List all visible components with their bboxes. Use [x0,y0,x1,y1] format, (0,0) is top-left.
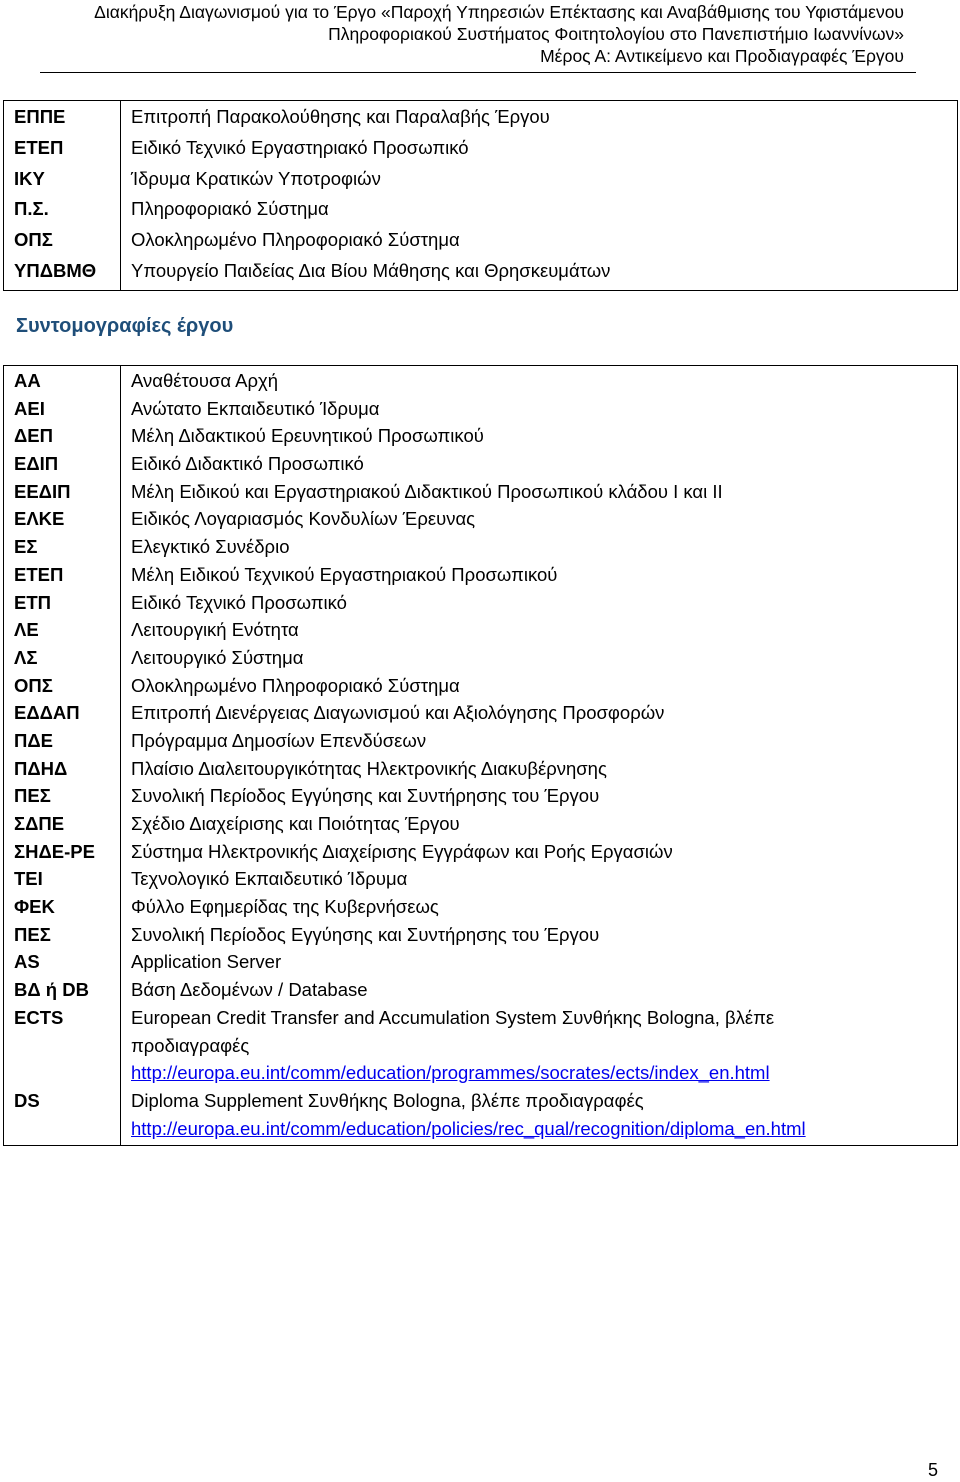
abbreviation-description: Ειδικό Τεχνικό Προσωπικό [131,591,347,613]
abbreviation-code: ΑΑ [14,370,41,391]
abbreviation-code: ΕΣ [14,536,38,558]
abbreviation-code: ΠΕΣ [14,785,51,807]
abbreviation-description: Ίδρυμα Κρατικών Υποτροφιών [131,167,381,189]
abbreviation-code: ΕΔΙΠ [14,453,59,475]
abbreviation-code: ΕΤΕΠ [14,563,64,585]
abbreviation-description: Συνολική Περίοδος Εγγύησης και Συντήρησης του Έργου [131,785,600,807]
abbreviation-code: ΙΚΥ [14,167,45,189]
code-column [4,366,121,1146]
abbreviation-description: Μέλη Διδακτικού Ερευνητικού Προσωπικού [131,425,484,447]
abbreviation-description: προδιαγραφές [131,1034,250,1056]
abbreviation-description: Ολοκληρωμένο Πληροφοριακό Σύστημα [131,229,460,251]
page-number: 5 [927,1460,938,1480]
abbreviation-code: ΛΣ [14,646,38,668]
abbreviation-description: Ειδικός Λογαριασμός Κονδυλίων Έρευνας [131,508,476,530]
table-row [4,101,958,291]
abbreviation-code: ΕΔΔΑΠ [14,702,80,724]
general-abbreviations-table [3,100,958,291]
abbreviation-code: ΑΕΙ [14,397,45,419]
abbreviation-description: Μέλη Ειδικού Τεχνικού Εργαστηριακού Προσωπικού [131,563,558,585]
abbreviation-description: Λειτουργικό Σύστημα [131,646,304,668]
diploma-supplement-link[interactable]: http://europa.eu.int/comm/education/policies/rec_qual/recognition/diploma_en.html [131,1117,806,1139]
abbreviation-code: ΦΕΚ [14,896,55,918]
abbreviation-code: ΕΤΠ [14,591,51,613]
abbreviation-code: ΕΠΠΕ [14,106,66,127]
abbreviation-description: Ειδικό Διδακτικό Προσωπικό [131,453,364,475]
abbreviation-code: ΣΔΠΕ [14,813,65,834]
abbreviation-code: ΕΛΚΕ [14,508,65,530]
abbreviation-description: Ανώτατο Εκπαιδευτικό Ίδρυμα [131,397,380,419]
table-row [4,366,958,1146]
abbreviation-code: ΕΕΔΙΠ [14,480,71,502]
abbreviation-description: Αναθέτουσα Αρχή [131,370,279,391]
abbreviation-code: ΛΕ [14,619,39,641]
section-title: Συντομογραφίες έργου [16,315,234,337]
abbreviation-description: Τεχνολογικό Εκπαιδευτικό Ίδρυμα [131,868,408,890]
header-line-2: Πληροφοριακού Συστήματος Φοιτητολογίου στο Πανεπιστήμιο Ιωαννίνων» [328,24,904,44]
abbreviation-description: Σχέδιο Διαχείρισης και Ποιότητας Έργου [131,813,460,834]
abbreviation-code: ΠΔΕ [14,729,53,751]
abbreviation-description: Πληροφοριακό Σύστημα [131,198,329,220]
abbreviation-description: Συνολική Περίοδος Εγγύησης και Συντήρησης του Έργου [131,923,600,945]
abbreviation-description: Ολοκληρωμένο Πληροφοριακό Σύστημα [131,674,460,696]
abbreviation-code: ΟΠΣ [14,674,53,696]
document-header [24,0,904,67]
description-column [121,101,958,291]
ects-link[interactable]: http://europa.eu.int/comm/education/programmes/socrates/ects/index_en.html [131,1062,770,1084]
abbreviation-description: Επιτροπή Διενέργειας Διαγωνισμού και Αξιολόγησης Προσφορών [131,702,665,724]
abbreviation-code: ΟΠΣ [14,229,53,251]
abbreviation-code: ΥΠΔΒΜΘ [14,259,97,281]
abbreviation-code: ΠΔΗΔ [14,757,68,779]
abbreviation-code: DS [14,1089,40,1111]
abbreviation-code: ΣΗΔΕ-ΡΕ [14,840,95,862]
abbreviation-description: Υπουργείο Παιδείας Δια Βίου Μάθησης και Θρησκευμάτων [131,259,611,281]
abbreviation-description: Πλαίσιο Διαλειτουργικότητας Ηλεκτρονικής Διακυβέρνησης [131,757,607,779]
blank-line [14,1032,120,1060]
abbreviation-description: Diploma Supplement Συνθήκης Bologna, βλέπε προδιαγραφές [131,1089,644,1111]
blank-line [14,1059,120,1087]
code-column [4,101,121,291]
abbreviation-code: AS [14,951,40,973]
abbreviation-code: ΤΕΙ [14,868,43,890]
abbreviation-code: ΒΔ ή DB [14,979,89,1001]
abbreviation-code: Π.Σ. [14,198,49,220]
description-column [121,366,958,1146]
abbreviation-description: Βάση Δεδομένων / Database [131,979,368,1001]
abbreviation-description: Πρόγραμμα Δημοσίων Επενδύσεων [131,729,427,751]
header-rule [40,72,916,73]
project-abbreviations-table [3,365,958,1146]
abbreviation-description: Μέλη Ειδικού και Εργαστηριακού Διδακτικού Προσωπικού κλάδου Ι και ΙΙ [131,480,723,502]
abbreviation-description: Ελεγκτικό Συνέδριο [131,536,290,558]
abbreviation-description: Φύλλο Εφημερίδας της Κυβερνήσεως [131,896,439,918]
abbreviation-description: European Credit Transfer and Accumulation System Συνθήκης Bologna, βλέπε [131,1006,775,1028]
abbreviation-description: Σύστημα Ηλεκτρονικής Διαχείρισης Εγγράφων και Ροής Εργασιών [131,840,673,862]
abbreviation-description: Επιτροπή Παρακολούθησης και Παραλαβής Έργου [131,106,550,127]
abbreviation-description: Ειδικό Τεχνικό Εργαστηριακό Προσωπικό [131,136,469,158]
abbreviation-code: ΕΤΕΠ [14,136,64,158]
abbreviation-description: Application Server [131,951,282,973]
abbreviation-code: ECTS [14,1006,64,1028]
abbreviation-description: Λειτουργική Ενότητα [131,619,299,641]
abbreviation-code: ΔΕΠ [14,425,53,447]
header-line-1: Διακήρυξη Διαγωνισμού για το Έργο «Παροχή Υπηρεσιών Επέκτασης και Αναβάθμισης του Υφιστάμενου [94,2,904,22]
abbreviation-code: ΠΕΣ [14,923,51,945]
header-line-3: Μέρος Α: Αντικείμενο και Προδιαγραφές Έργου [540,46,904,66]
